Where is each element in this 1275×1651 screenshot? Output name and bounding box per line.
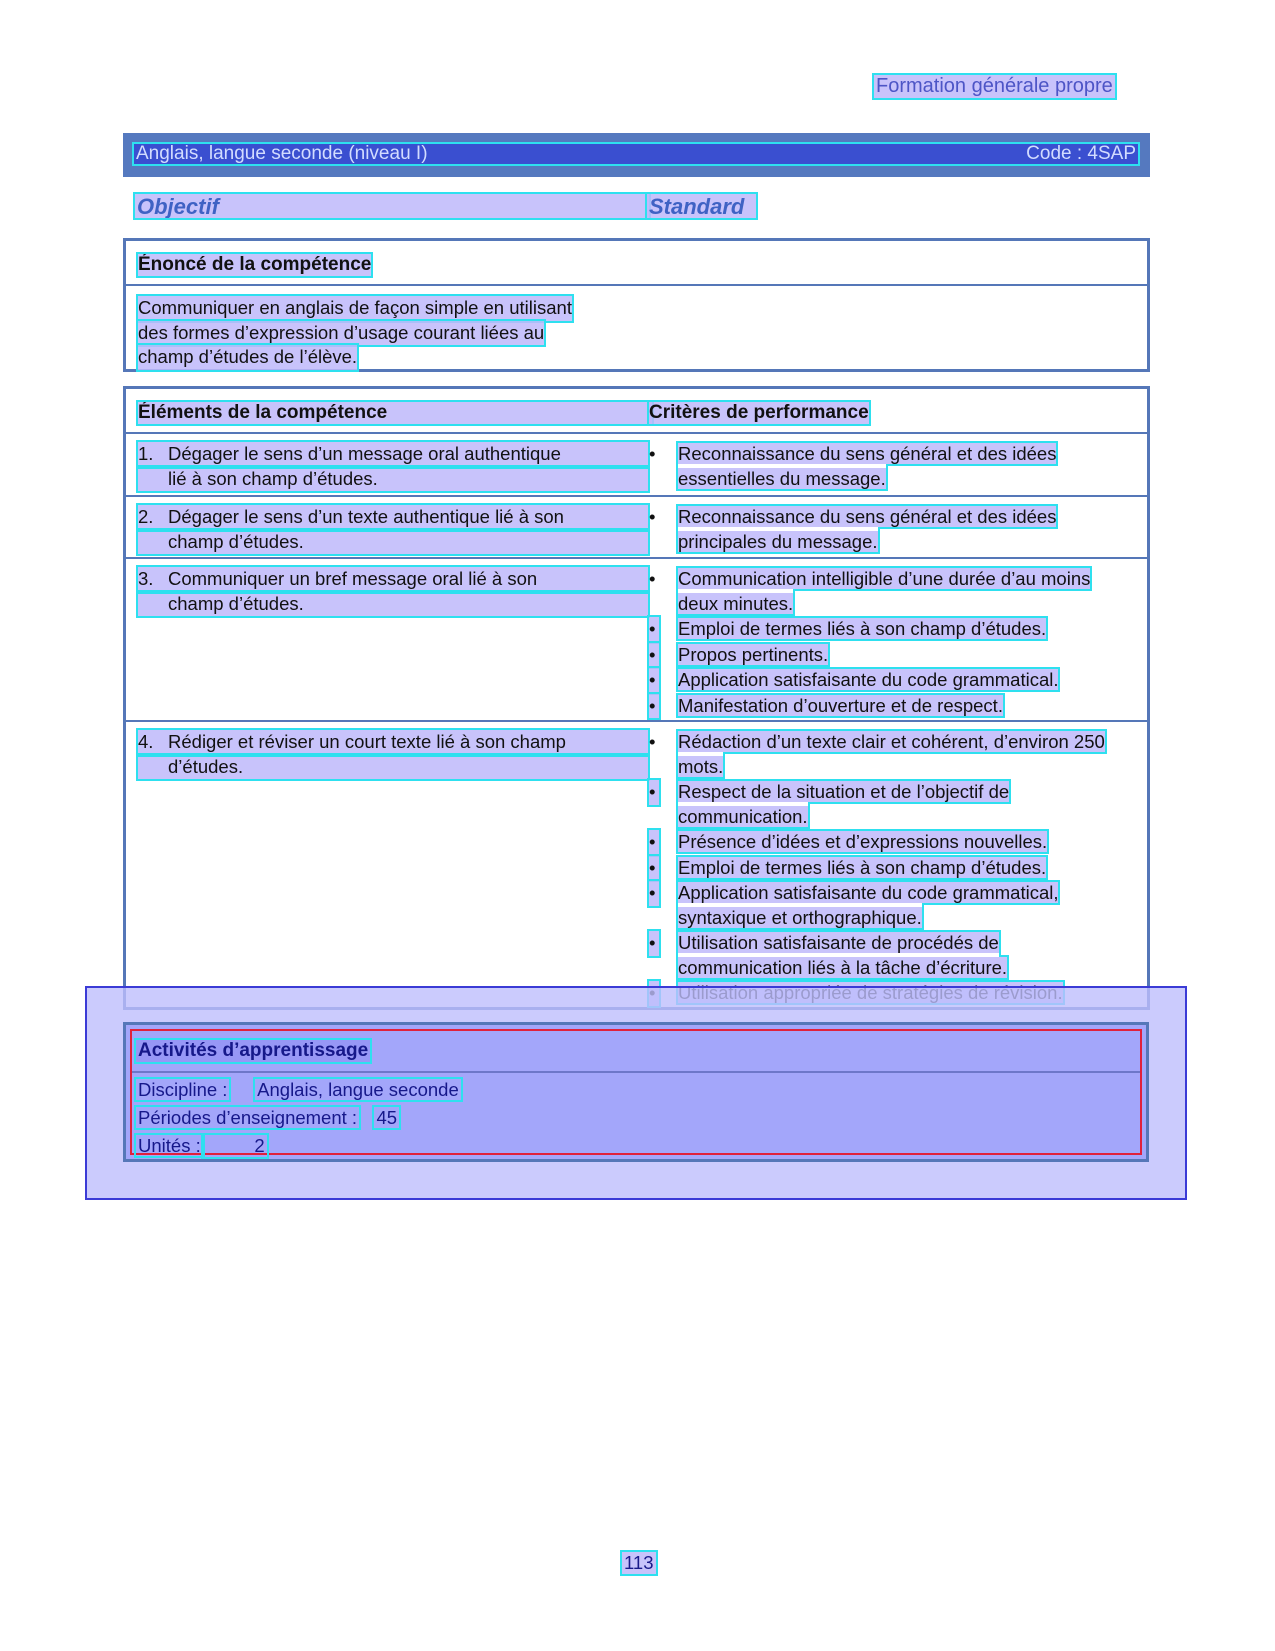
element-number: 3. (138, 568, 154, 589)
objectif-label: Objectif (135, 194, 649, 218)
criteria-item (649, 780, 1119, 829)
element-row (126, 497, 1147, 559)
criteria-item (649, 505, 1119, 554)
enonce-line: des formes d’expression d’usage courant liées au (138, 321, 544, 346)
element-line (138, 442, 648, 467)
criteria-item (649, 567, 1119, 616)
activities-selection (130, 1029, 1142, 1155)
criteria-text: Présence d’idées et d’expressions nouvelles. (678, 831, 1048, 852)
criteria-text: Reconnaissance du sens général et des idées principales du message. (678, 506, 1057, 552)
course-title-bar (123, 133, 1150, 177)
criteria-item (649, 442, 1119, 491)
element-line: champ d’études. (138, 592, 648, 617)
criteria-list (649, 730, 1119, 1007)
bullet-icon (649, 694, 659, 719)
element-text (138, 567, 648, 616)
criteria-text: Application satisfaisante du code grammatical. (678, 669, 1059, 690)
element-number: 1. (138, 443, 154, 464)
criteria-text: Respect de la situation et de l’objectif de communication. (678, 781, 1010, 827)
bullet-icon (649, 505, 659, 530)
criteria-item (649, 881, 1119, 930)
activities-header (132, 1031, 1140, 1073)
unites-row (136, 1135, 267, 1157)
element-text (138, 730, 648, 779)
unites-value: 2 (203, 1135, 267, 1157)
enonce-header (126, 241, 1147, 286)
bullet-icon (649, 830, 659, 855)
enonce-line: champ d’études de l’élève. (138, 345, 357, 370)
element-row (126, 559, 1147, 722)
section-header: Formation générale propre (876, 75, 1113, 97)
course-title-inner (134, 144, 1138, 164)
element-line (138, 730, 648, 755)
course-code: Code : 4SAP (1026, 143, 1136, 164)
element-number: 4. (138, 731, 154, 752)
course-name: Anglais, langue seconde (niveau I) (136, 143, 428, 164)
enonce-text (138, 296, 623, 370)
criteria-text: Utilisation satisfaisante de procédés de communication liés à la tâche d’écriture. (678, 932, 1008, 978)
bullet-icon (649, 668, 659, 693)
elements-header (126, 389, 1147, 434)
elements-header-left: Éléments de la compétence (138, 402, 652, 424)
element-line: champ d’études. (138, 530, 648, 555)
enonce-line: Communiquer en anglais de façon simple en utilisant (138, 296, 572, 321)
element-line: lié à son champ d’études. (138, 467, 648, 492)
page-number: 113 (624, 1552, 654, 1573)
periodes-value: 45 (376, 1107, 398, 1128)
unites-label: Unités : (138, 1135, 201, 1156)
discipline-value: Anglais, langue seconde (257, 1079, 459, 1100)
criteria-text: Manifestation d’ouverture et de respect. (678, 694, 1003, 716)
criteria-text: Emploi de termes liés à son champ d’études. (678, 856, 1047, 878)
criteria-item (649, 617, 1119, 642)
element-line-text: Dégager le sens d’un texte authentique lié à son (168, 506, 564, 527)
bullet-icon (649, 442, 659, 467)
bullet-icon (649, 730, 659, 755)
periodes-row (136, 1107, 399, 1129)
element-line-text: Dégager le sens d’un message oral authentique (168, 443, 561, 464)
elements-header-right: Critères de performance (649, 402, 869, 423)
criteria-item (649, 856, 1119, 881)
criteria-list (649, 442, 1119, 492)
criteria-text: Application satisfaisante du code grammatical, syntaxique et orthographique. (678, 882, 1059, 928)
criteria-text: Communication intelligible d’une durée d’au moins deux minutes. (678, 568, 1091, 614)
discipline-row (136, 1079, 461, 1101)
element-row (126, 434, 1147, 497)
criteria-item (649, 668, 1119, 693)
criteria-item (649, 694, 1119, 719)
criteria-list (649, 505, 1119, 555)
bullet-icon (649, 931, 659, 956)
bullet-icon (649, 567, 659, 592)
criteria-text: Reconnaissance du sens général et des idées essentielles du message. (678, 443, 1057, 489)
criteria-list (649, 567, 1119, 719)
bullet-icon (649, 617, 659, 642)
element-line: d’études. (138, 755, 648, 780)
enonce-title: Énoncé de la compétence (138, 254, 372, 275)
element-line (138, 505, 648, 530)
standard-label: Standard (647, 194, 756, 218)
activities-box[interactable] (123, 1022, 1149, 1162)
criteria-text: Emploi de termes liés à son champ d’études. (678, 618, 1047, 639)
enonce-box (123, 238, 1150, 372)
bullet-icon (649, 881, 659, 906)
elements-box (123, 386, 1150, 1010)
element-line (138, 567, 648, 592)
bullet-icon (649, 780, 659, 805)
element-line-text: Rédiger et réviser un court texte lié à son champ (168, 731, 566, 752)
element-text (138, 505, 648, 554)
element-number: 2. (138, 506, 154, 527)
criteria-item (649, 730, 1119, 779)
criteria-text: Rédaction d’un texte clair et cohérent, d’environ 250 mots. (678, 731, 1105, 777)
criteria-text: Propos pertinents. (678, 643, 829, 665)
criteria-item (649, 931, 1119, 980)
element-row (126, 722, 1147, 1007)
bullet-icon (649, 643, 659, 668)
discipline-label: Discipline : (138, 1079, 228, 1100)
element-text (138, 442, 648, 491)
periodes-label: Périodes d’enseignement : (138, 1107, 358, 1128)
element-line-text: Communiquer un bref message oral lié à son (168, 568, 538, 589)
bullet-icon (649, 856, 659, 881)
criteria-item (649, 643, 1119, 668)
criteria-item (649, 830, 1119, 855)
activities-title: Activités d’apprentissage (138, 1040, 369, 1061)
